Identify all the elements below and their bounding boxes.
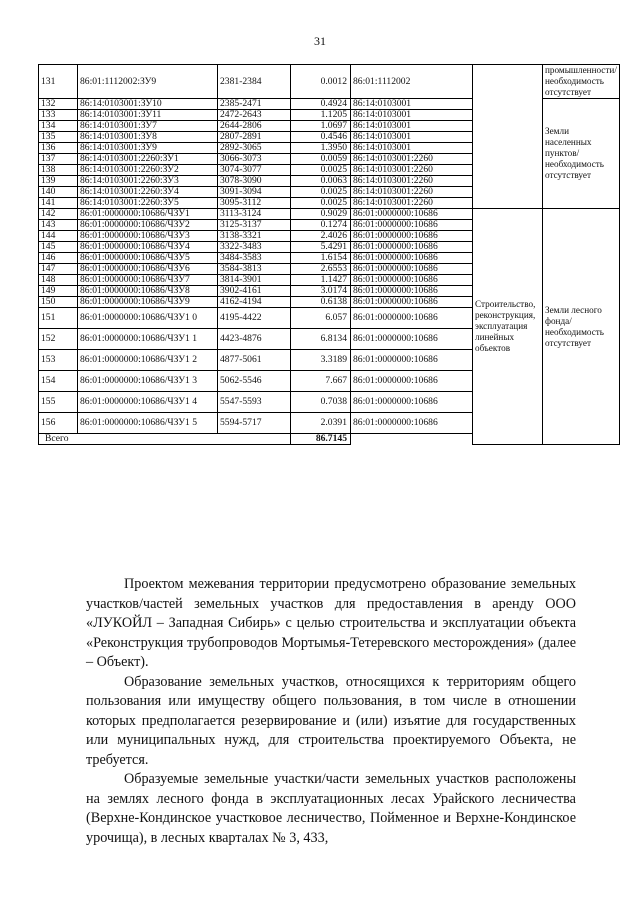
area-value: 2.4026 xyxy=(291,231,351,242)
area-value: 2.6553 xyxy=(291,264,351,275)
row-number: 156 xyxy=(39,413,78,434)
point-range: 3091-3094 xyxy=(218,187,291,198)
row-number: 133 xyxy=(39,110,78,121)
point-range: 2472-2643 xyxy=(218,110,291,121)
point-range: 3066-3073 xyxy=(218,154,291,165)
row-number: 137 xyxy=(39,154,78,165)
point-range: 3584-3813 xyxy=(218,264,291,275)
point-range: 3484-3583 xyxy=(218,253,291,264)
cadastral-number: 86:14:0103001:2260:ЗУ3 xyxy=(78,176,218,187)
point-range: 4162-4194 xyxy=(218,297,291,308)
cadastral-number: 86:01:0000000:10686/ЧЗУ1 3 xyxy=(78,371,218,392)
cadastral-block: 86:14:0103001 xyxy=(351,110,473,121)
area-value: 3.3189 xyxy=(291,350,351,371)
point-range: 4195-4422 xyxy=(218,308,291,329)
cadastral-number: 86:01:1112002:ЗУ9 xyxy=(78,65,218,99)
area-value: 5.4291 xyxy=(291,242,351,253)
area-value: 1.1205 xyxy=(291,110,351,121)
row-number: 134 xyxy=(39,121,78,132)
point-range: 5547-5593 xyxy=(218,392,291,413)
cadastral-number: 86:01:0000000:10686/ЧЗУ2 xyxy=(78,220,218,231)
cadastral-block: 86:14:0103001 xyxy=(351,132,473,143)
row-number: 149 xyxy=(39,286,78,297)
row-number: 141 xyxy=(39,198,78,209)
cadastral-number: 86:01:0000000:10686/ЧЗУ5 xyxy=(78,253,218,264)
cadastral-number: 86:01:0000000:10686/ЧЗУ9 xyxy=(78,297,218,308)
cadastral-block: 86:01:0000000:10686 xyxy=(351,371,473,392)
cadastral-number: 86:14:0103001:2260:ЗУ1 xyxy=(78,154,218,165)
point-range: 3138-3321 xyxy=(218,231,291,242)
area-value: 0.1274 xyxy=(291,220,351,231)
category-industrial: промышленности/ необходимость отсутствует xyxy=(543,65,620,99)
area-value: 1.3950 xyxy=(291,143,351,154)
cadastral-block: 86:01:1112002 xyxy=(351,65,473,99)
cadastral-number: 86:14:0103001:ЗУ9 xyxy=(78,143,218,154)
area-value: 0.7038 xyxy=(291,392,351,413)
point-range: 4423-4876 xyxy=(218,329,291,350)
table-row xyxy=(39,209,620,220)
point-range: 3113-3124 xyxy=(218,209,291,220)
cadastral-block: 86:14:0103001:2260 xyxy=(351,154,473,165)
point-range: 4877-5061 xyxy=(218,350,291,371)
cadastral-number: 86:14:0103001:2260:ЗУ4 xyxy=(78,187,218,198)
area-value: 1.6154 xyxy=(291,253,351,264)
cadastral-block: 86:01:0000000:10686 xyxy=(351,209,473,220)
cadastral-number: 86:14:0103001:2260:ЗУ5 xyxy=(78,198,218,209)
cadastral-number: 86:14:0103001:ЗУ7 xyxy=(78,121,218,132)
category-settlements: Земли населенных пунктов/ необходимость отсутствует xyxy=(543,99,620,209)
purpose-blank-cell xyxy=(473,65,543,209)
cadastral-block: 86:01:0000000:10686 xyxy=(351,275,473,286)
cadastral-block: 86:14:0103001 xyxy=(351,99,473,110)
body-text xyxy=(86,575,576,848)
cadastral-number: 86:14:0103001:ЗУ10 xyxy=(78,99,218,110)
area-value: 6.8134 xyxy=(291,329,351,350)
cadastral-number: 86:01:0000000:10686/ЧЗУ6 xyxy=(78,264,218,275)
cadastral-number: 86:01:0000000:10686/ЧЗУ4 xyxy=(78,242,218,253)
area-value: 1.0697 xyxy=(291,121,351,132)
area-value: 0.0025 xyxy=(291,165,351,176)
row-number: 145 xyxy=(39,242,78,253)
cadastral-number: 86:14:0103001:ЗУ8 xyxy=(78,132,218,143)
row-number: 132 xyxy=(39,99,78,110)
row-number: 155 xyxy=(39,392,78,413)
point-range: 3902-4161 xyxy=(218,286,291,297)
total-label: Всего xyxy=(39,434,291,445)
point-range: 2644-2806 xyxy=(218,121,291,132)
row-number: 146 xyxy=(39,253,78,264)
point-range: 2807-2891 xyxy=(218,132,291,143)
cadastral-number: 86:01:0000000:10686/ЧЗУ1 5 xyxy=(78,413,218,434)
area-value: 0.0025 xyxy=(291,187,351,198)
cadastral-block: 86:01:0000000:10686 xyxy=(351,350,473,371)
row-number: 150 xyxy=(39,297,78,308)
cadastral-block: 86:14:0103001:2260 xyxy=(351,165,473,176)
land-plots-table xyxy=(38,64,620,445)
area-value: 0.4546 xyxy=(291,132,351,143)
cadastral-block: 86:01:0000000:10686 xyxy=(351,242,473,253)
cadastral-block: 86:01:0000000:10686 xyxy=(351,329,473,350)
cadastral-number: 86:01:0000000:10686/ЧЗУ1 2 xyxy=(78,350,218,371)
row-number: 153 xyxy=(39,350,78,371)
area-value: 3.0174 xyxy=(291,286,351,297)
cadastral-block: 86:14:0103001:2260 xyxy=(351,187,473,198)
row-number: 147 xyxy=(39,264,78,275)
area-value: 2.0391 xyxy=(291,413,351,434)
area-value: 7.667 xyxy=(291,371,351,392)
cadastral-number: 86:01:0000000:10686/ЧЗУ3 xyxy=(78,231,218,242)
row-number: 135 xyxy=(39,132,78,143)
point-range: 5594-5717 xyxy=(218,413,291,434)
cadastral-block: 86:14:0103001 xyxy=(351,143,473,154)
cadastral-block: 86:01:0000000:10686 xyxy=(351,286,473,297)
cadastral-number: 86:01:0000000:10686/ЧЗУ1 1 xyxy=(78,329,218,350)
cadastral-block: 86:14:0103001 xyxy=(351,121,473,132)
area-value: 0.6138 xyxy=(291,297,351,308)
row-number: 143 xyxy=(39,220,78,231)
cadastral-block: 86:14:0103001:2260 xyxy=(351,176,473,187)
row-number: 152 xyxy=(39,329,78,350)
point-range: 2381-2384 xyxy=(218,65,291,99)
point-range: 5062-5546 xyxy=(218,371,291,392)
paragraph: Образование земельных участков, относящихся к территориям общего пользования или имуществу общего пользования, в том числе в отношении которых предполагается резервирование и (или) изъятие для государственных или муниципальных нужд, для строительства проектируемого Объекта, не требуется. xyxy=(86,673,576,768)
area-value: 0.0025 xyxy=(291,198,351,209)
row-number: 144 xyxy=(39,231,78,242)
cadastral-block: 86:01:0000000:10686 xyxy=(351,231,473,242)
area-value: 0.4924 xyxy=(291,99,351,110)
paragraph: Проектом межевания территории предусмотрено образование земельных участков/частей земельных участков для предоставления в аренду ООО «ЛУКОЙЛ – Западная Сибирь» с целью строительства и эксплуатации объекта «Реконструкция трубопроводов Мортымья-Тетеревского месторождения» (далее – Объект). xyxy=(86,576,576,670)
cadastral-number: 86:01:0000000:10686/ЧЗУ1 0 xyxy=(78,308,218,329)
purpose-cell: Строительство, реконструкция, эксплуатация линейных объектов xyxy=(473,209,543,445)
row-number: 138 xyxy=(39,165,78,176)
area-value: 0.0063 xyxy=(291,176,351,187)
point-range: 3125-3137 xyxy=(218,220,291,231)
table-row xyxy=(39,65,620,99)
cadastral-block: 86:01:0000000:10686 xyxy=(351,297,473,308)
cadastral-block: 86:01:0000000:10686 xyxy=(351,308,473,329)
page-number: 31 xyxy=(314,34,326,48)
area-value: 0.0012 xyxy=(291,65,351,99)
cadastral-number: 86:01:0000000:10686/ЧЗУ8 xyxy=(78,286,218,297)
point-range: 3074-3077 xyxy=(218,165,291,176)
cadastral-number: 86:01:0000000:10686/ЧЗУ7 xyxy=(78,275,218,286)
cadastral-block: 86:01:0000000:10686 xyxy=(351,392,473,413)
cadastral-number: 86:01:0000000:10686/ЧЗУ1 xyxy=(78,209,218,220)
row-number: 151 xyxy=(39,308,78,329)
cadastral-number: 86:01:0000000:10686/ЧЗУ1 4 xyxy=(78,392,218,413)
point-range: 2892-3065 xyxy=(218,143,291,154)
row-number: 139 xyxy=(39,176,78,187)
cadastral-block: 86:01:0000000:10686 xyxy=(351,413,473,434)
area-value: 0.0059 xyxy=(291,154,351,165)
point-range: 2385-2471 xyxy=(218,99,291,110)
point-range: 3322-3483 xyxy=(218,242,291,253)
row-number: 140 xyxy=(39,187,78,198)
row-number: 136 xyxy=(39,143,78,154)
row-number: 142 xyxy=(39,209,78,220)
row-number: 154 xyxy=(39,371,78,392)
row-number: 148 xyxy=(39,275,78,286)
point-range: 3814-3901 xyxy=(218,275,291,286)
area-value: 0.9029 xyxy=(291,209,351,220)
cadastral-number: 86:14:0103001:2260:ЗУ2 xyxy=(78,165,218,176)
area-value: 1.1427 xyxy=(291,275,351,286)
row-number: 131 xyxy=(39,65,78,99)
paragraph: Образуемые земельные участки/части земельных участков расположены на землях лесного фонда в эксплуатационных лесах Урайского лесничества (Верхне-Кондинское участковое лесничество, Пойменное и Верхне-Кондинское урочища), в лесных кварталах № 3, 433, xyxy=(86,771,576,846)
cadastral-block: 86:01:0000000:10686 xyxy=(351,264,473,275)
area-value: 6.057 xyxy=(291,308,351,329)
cadastral-block: 86:01:0000000:10686 xyxy=(351,220,473,231)
cadastral-block: 86:14:0103001:2260 xyxy=(351,198,473,209)
point-range: 3095-3112 xyxy=(218,198,291,209)
cadastral-block: 86:01:0000000:10686 xyxy=(351,253,473,264)
point-range: 3078-3090 xyxy=(218,176,291,187)
cadastral-number: 86:14:0103001:ЗУ11 xyxy=(78,110,218,121)
total-value: 86.7145 xyxy=(291,434,351,445)
category-forest: Земли лесного фонда/ необходимость отсутствует xyxy=(543,209,620,445)
